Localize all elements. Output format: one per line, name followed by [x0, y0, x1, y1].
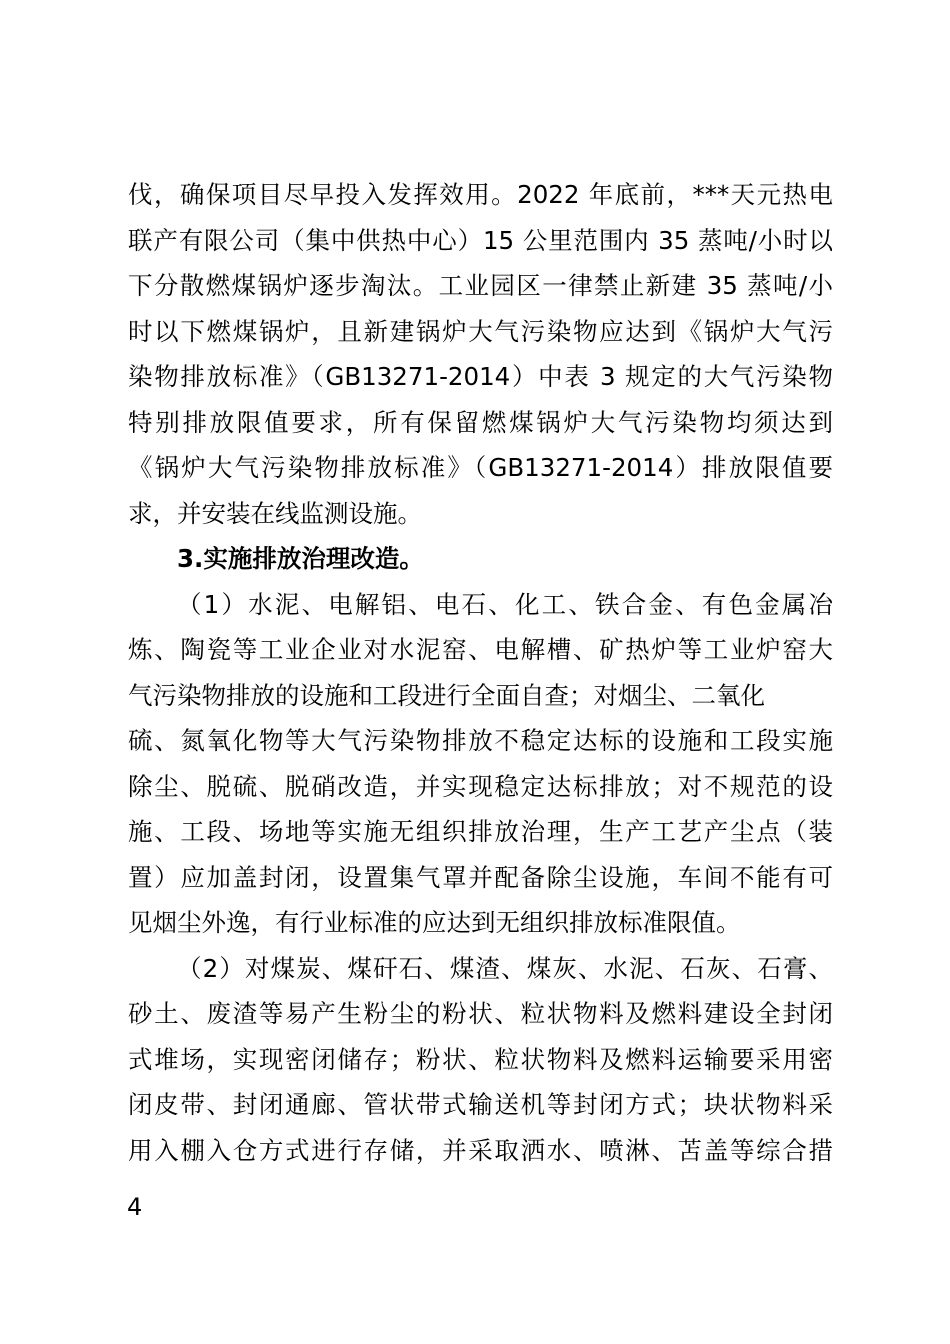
item-1-line: 见烟尘外逸，有行业标准的应达到无组织排放标准限值。 — [128, 908, 741, 937]
item-1-line: 施、工段、场地等实施无组织排放治理，生产工艺产尘点（装 — [128, 817, 833, 846]
paragraph-line: 下分散燃煤锅炉逐步淘汰。工业园区一律禁止新建 35 蒸吨/小 — [128, 271, 833, 300]
item-1-line: 硫、氮氧化物等大气污染物排放不稳定达标的设施和工段实施 — [128, 726, 833, 755]
item-1-line: 气污染物排放的设施和工段进行全面自查；对烟尘、二氧化 — [128, 680, 765, 710]
item-2-line: 闭皮带、封闭通廊、管状带式输送机等封闭方式；块状物料采 — [128, 1090, 833, 1119]
paragraph-line: 时以下燃煤锅炉，且新建锅炉大气污染物应达到《锅炉大气污 — [128, 316, 833, 346]
section-heading: 3.实施排放治理改造。 — [177, 544, 424, 573]
body-text — [128, 172, 833, 1173]
item-2-line: 式堆场，实现密闭储存；粉状、粒状物料及燃料运输要采用密 — [128, 1044, 833, 1074]
page-number: 4 — [127, 1193, 143, 1221]
paragraph-line: 特别排放限值要求，所有保留燃煤锅炉大气污染物均须达到 — [128, 407, 833, 437]
item-2-line: 用入棚入仓方式进行存储，并采取洒水、喷淋、苫盖等综合措 — [128, 1135, 833, 1165]
paragraph-line: 《锅炉大气污染物排放标准》（GB13271-2014）排放限值要 — [128, 453, 833, 482]
item-2-line: （2）对煤炭、煤矸石、煤渣、煤灰、水泥、石灰、石膏、 — [177, 953, 833, 983]
item-1-line: 除尘、脱硫、脱硝改造，并实现稳定达标排放；对不规范的设 — [128, 771, 833, 801]
item-1-line: 炼、陶瓷等工业企业对水泥窑、电解槽、矿热炉等工业炉窑大 — [128, 635, 833, 664]
paragraph-line: 伐，确保项目尽早投入发挥效用。2022 年底前，***天元热电 — [128, 180, 833, 209]
paragraph-line: 求，并安装在线监测设施。 — [128, 498, 422, 528]
paragraph-line: 联产有限公司（集中供热中心）15 公里范围内 35 蒸吨/小时以 — [128, 225, 833, 255]
paragraph-line: 染物排放标准》（GB13271-2014）中表 3 规定的大气污染物 — [128, 362, 833, 391]
item-1-line: 置）应加盖封闭，设置集气罩并配备除尘设施，车间不能有可 — [128, 862, 833, 892]
item-1-line: （1）水泥、电解铝、电石、化工、铁合金、有色金属冶 — [177, 589, 833, 619]
item-2-line: 砂土、废渣等易产生粉尘的粉状、粒状物料及燃料建设全封闭 — [128, 999, 833, 1028]
